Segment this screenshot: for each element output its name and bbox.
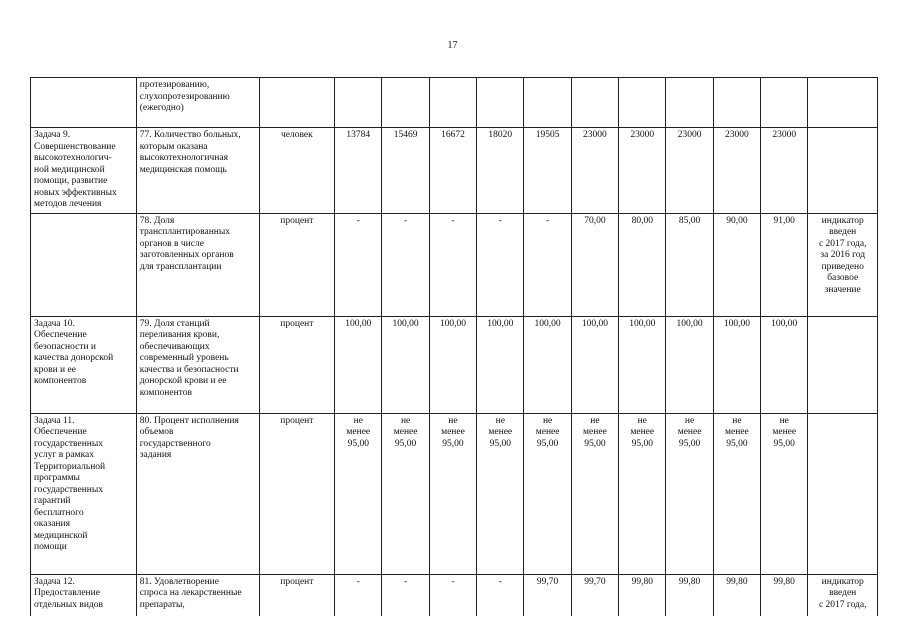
value-cell: 23000 — [666, 128, 713, 214]
value-cell — [335, 78, 382, 128]
unit-cell: человек — [259, 128, 335, 214]
value-cell: 13784 — [335, 128, 382, 214]
value-cell: 85,00 — [666, 213, 713, 316]
value-cell — [713, 78, 760, 128]
value-cell — [382, 78, 429, 128]
value-cell: 23000 — [761, 128, 808, 214]
task-cell: Задача 11. Обеспечение государственных услуг в рамках Территориальной программы государственных гарантий бесплатного оказания медицинской помощи — [31, 413, 137, 574]
value-cell: 23000 — [571, 128, 618, 214]
value-cell: - — [477, 213, 524, 316]
note-cell: индикатор введен с 2017 года, — [808, 574, 878, 634]
note-cell — [808, 316, 878, 413]
task-cell — [31, 78, 137, 128]
value-cell: 15469 — [382, 128, 429, 214]
unit-cell: процент — [259, 574, 335, 634]
value-cell: не менее 95,00 — [761, 413, 808, 574]
value-cell: 23000 — [619, 128, 666, 214]
indicator-cell: 77. Количество больных, которым оказана высокотехнологичная медицинская помощь — [136, 128, 259, 214]
indicator-cell: 81. Удовлетворение спроса на лекарственные препараты, — [136, 574, 259, 634]
value-cell: 100,00 — [477, 316, 524, 413]
value-cell: 99,80 — [619, 574, 666, 634]
value-cell: 100,00 — [713, 316, 760, 413]
task-cell — [31, 213, 137, 316]
value-cell: - — [382, 213, 429, 316]
value-cell: - — [382, 574, 429, 634]
indicator-cell: 79. Доля станций переливания крови, обеспечивающих современный уровень качества и безопасности донорской крови и ее компонентов — [136, 316, 259, 413]
indicator-cell: протезированию, слухопротезированию (ежегодно) — [136, 78, 259, 128]
value-cell: - — [477, 574, 524, 634]
value-cell: 100,00 — [524, 316, 571, 413]
value-cell: не менее 95,00 — [619, 413, 666, 574]
table-row — [31, 413, 878, 574]
value-cell: - — [429, 574, 476, 634]
value-cell: не менее 95,00 — [429, 413, 476, 574]
value-cell: 100,00 — [382, 316, 429, 413]
note-cell — [808, 78, 878, 128]
value-cell — [477, 78, 524, 128]
indicator-cell: 78. Доля трансплантированных органов в числе заготовленных органов для трансплантации — [136, 213, 259, 316]
table-row — [31, 316, 878, 413]
value-cell — [524, 78, 571, 128]
value-cell: 100,00 — [429, 316, 476, 413]
task-cell: Задача 9. Совершенствование высокотехнологич- ной медицинской помощи, развитие новых эффективных методов лечения — [31, 128, 137, 214]
value-cell: - — [429, 213, 476, 316]
value-cell: не менее 95,00 — [713, 413, 760, 574]
value-cell: 99,80 — [713, 574, 760, 634]
value-cell: 99,80 — [761, 574, 808, 634]
value-cell: не менее 95,00 — [571, 413, 618, 574]
value-cell: 99,70 — [571, 574, 618, 634]
unit-cell: процент — [259, 413, 335, 574]
value-cell: 99,80 — [666, 574, 713, 634]
task-cell: Задача 12. Предоставление отдельных видов — [31, 574, 137, 634]
value-cell: 99,70 — [524, 574, 571, 634]
value-cell: 80,00 — [619, 213, 666, 316]
page-number: 17 — [447, 40, 458, 51]
table-row — [31, 128, 878, 214]
value-cell: 18020 — [477, 128, 524, 214]
value-cell: 100,00 — [571, 316, 618, 413]
value-cell — [429, 78, 476, 128]
value-cell: не менее 95,00 — [382, 413, 429, 574]
value-cell: не менее 95,00 — [477, 413, 524, 574]
value-cell — [666, 78, 713, 128]
value-cell: 16672 — [429, 128, 476, 214]
note-cell — [808, 128, 878, 214]
table-row — [31, 78, 878, 128]
value-cell — [619, 78, 666, 128]
value-cell: - — [335, 213, 382, 316]
value-cell: - — [524, 213, 571, 316]
indicators-table — [30, 77, 878, 635]
value-cell: - — [335, 574, 382, 634]
unit-cell: процент — [259, 316, 335, 413]
note-cell — [808, 413, 878, 574]
unit-cell — [259, 78, 335, 128]
unit-cell: процент — [259, 213, 335, 316]
value-cell: 23000 — [713, 128, 760, 214]
value-cell: 91,00 — [761, 213, 808, 316]
value-cell: 90,00 — [713, 213, 760, 316]
value-cell: 100,00 — [761, 316, 808, 413]
value-cell — [761, 78, 808, 128]
value-cell: 70,00 — [571, 213, 618, 316]
value-cell — [571, 78, 618, 128]
value-cell: 100,00 — [335, 316, 382, 413]
value-cell: не менее 95,00 — [666, 413, 713, 574]
value-cell: не менее 95,00 — [524, 413, 571, 574]
value-cell: не менее 95,00 — [335, 413, 382, 574]
value-cell: 100,00 — [619, 316, 666, 413]
value-cell: 100,00 — [666, 316, 713, 413]
task-cell: Задача 10. Обеспечение безопасности и качества донорской крови и ее компонентов — [31, 316, 137, 413]
table-row — [31, 213, 878, 316]
note-cell: индикатор введен с 2017 года, за 2016 год приведено базовое значение — [808, 213, 878, 316]
indicator-cell: 80. Процент исполнения объемов государственного задания — [136, 413, 259, 574]
page-bottom-margin — [0, 616, 905, 640]
value-cell: 19505 — [524, 128, 571, 214]
